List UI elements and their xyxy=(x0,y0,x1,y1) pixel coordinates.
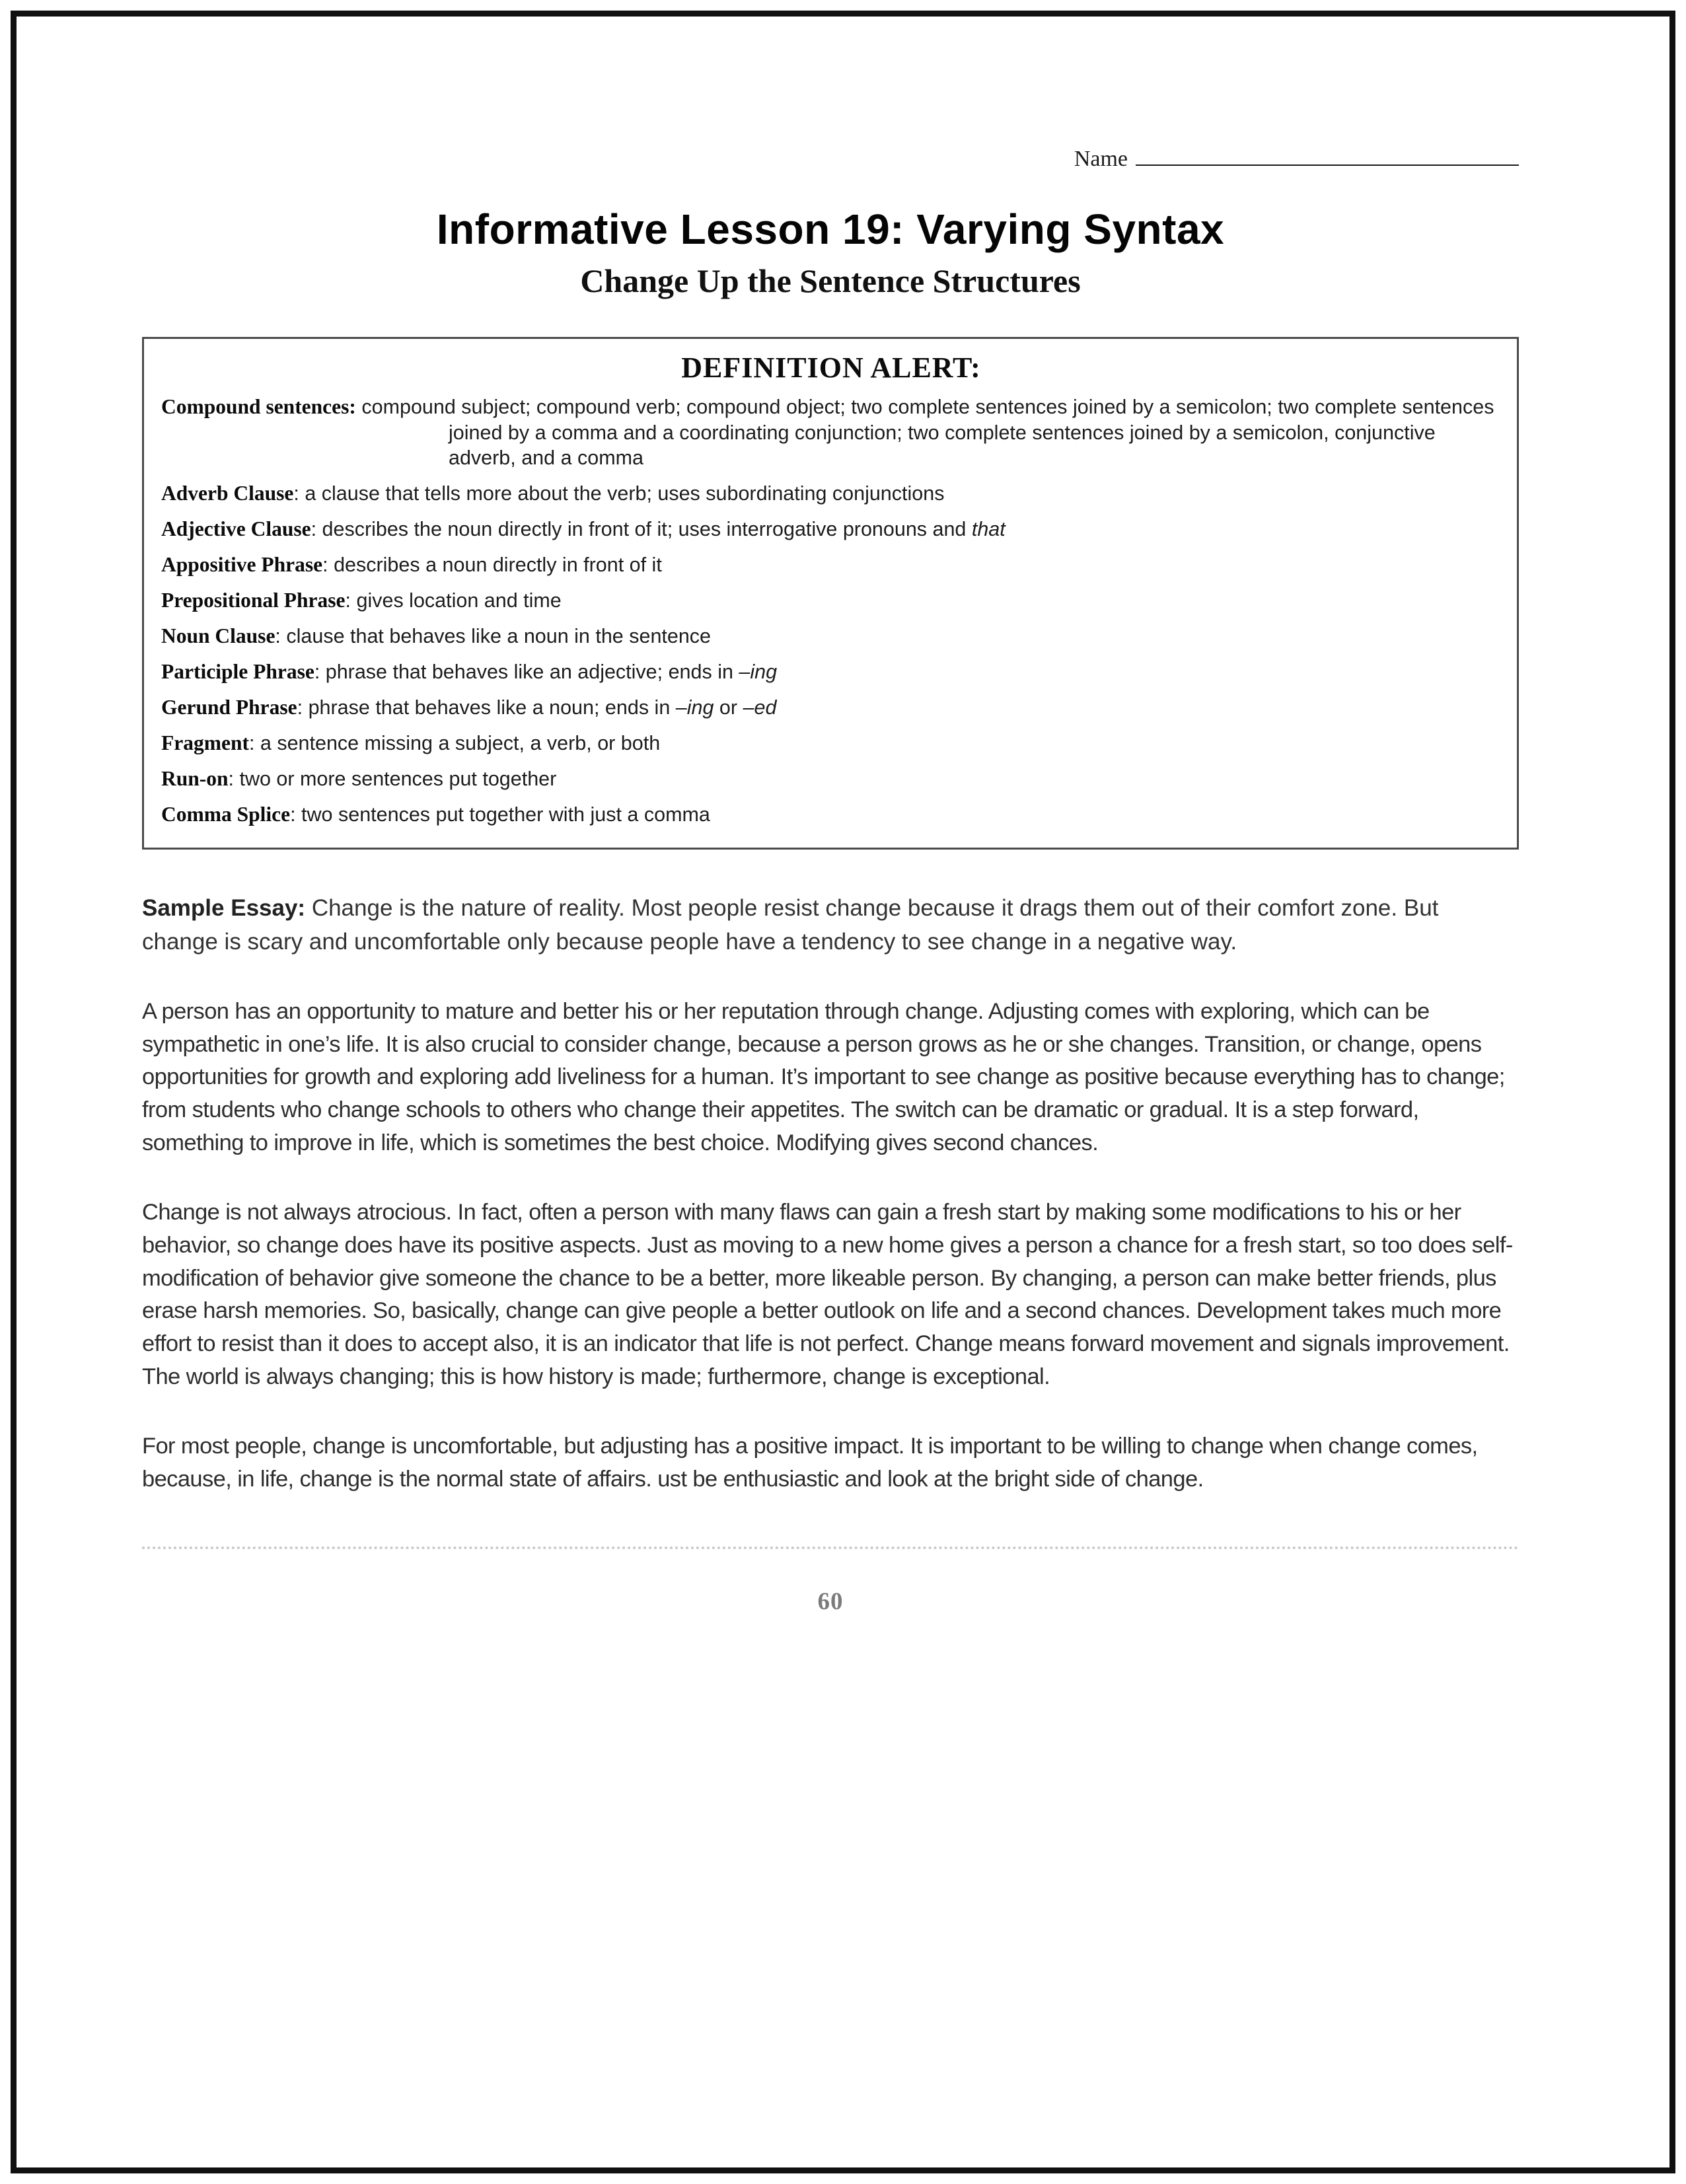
definition-item xyxy=(161,480,1501,507)
name-input-line[interactable] xyxy=(1136,142,1519,166)
definition-text-italic: –ed xyxy=(743,696,777,719)
definition-text: : phrase that behaves like an adjective; ends in xyxy=(314,661,739,684)
definition-alert-box xyxy=(142,337,1519,850)
essay-paragraph: A person has an opportunity to mature and better his or her reputation through change. Adjusting comes with exploring, which can be sympathetic in one’s life. It is also crucial to consider change, because a person grows as he or she changes. Transition, or change, opens opportunities for growth and exploring add liveliness for a human. It’s important to see change as positive because everything has to change; from students who change schools to others who change their appetites. The switch can be dramatic or gradual. It is a step forward, something to improve in life, which is sometimes the best choice. Modifying gives second chances. xyxy=(142,998,1505,1155)
essay-body xyxy=(142,996,1519,1496)
name-label: Name xyxy=(1074,146,1128,171)
footer-divider xyxy=(142,1547,1519,1549)
definition-term: Noun Clause xyxy=(161,624,275,648)
definition-text: : clause that behaves like a noun in the sentence xyxy=(275,625,712,648)
essay-paragraph: Change is not always atrocious. In fact, often a person with many flaws can gain a fresh start by making some modifications to his or her behavior, so change does have its positive aspects. Just as moving to a new home gives a person a chance for a fresh start, so too does self-modification of behavior give someone the chance to be a better, more likeable person. By changing, a person can make better friends, plus erase harsh memories. So, basically, change can give people a better outlook on life and a second chances. Development takes much more effort to resist than it does to accept also, it is an indicator that life is not perfect. Change means forward movement and signals improvement. The world is always changing; this is how history is made; furthermore, change is exceptional. xyxy=(142,1200,1513,1389)
definition-term: Comma Splice xyxy=(161,803,291,826)
definition-text-italic: that xyxy=(971,518,1006,541)
sample-essay-label: Sample Essay: xyxy=(142,895,312,922)
definition-term: Compound sentences: xyxy=(161,394,356,418)
definition-text: or xyxy=(714,696,743,719)
essay-paragraph: For most people, change is uncomfortable, but adjusting has a positive impact. It is important to be willing to change when change comes, because, in life, change is the normal state of affairs. ust be enthusiastic and look at the bright side of change. xyxy=(142,1434,1478,1492)
definition-text: : phrase that behaves like a noun; ends in xyxy=(297,696,676,719)
definition-text-italic: –ing xyxy=(739,661,778,684)
definition-text: compound subject; compound verb; compound object; two complete sentences joined by a semicolon; two complete sentences joined by a comma and a coordinating conjunction; two complete sentences joined by a semicolon, conjunctive adverb, and a comma xyxy=(355,395,1494,470)
definition-item xyxy=(161,766,1501,792)
definition-item xyxy=(161,587,1501,614)
definition-term: Run-on xyxy=(161,767,229,791)
definition-text: : describes a noun directly in front of it xyxy=(322,554,662,577)
definition-item xyxy=(161,516,1501,542)
page-number: 60 xyxy=(817,1587,844,1615)
definition-alert-heading: DEFINITION ALERT: xyxy=(681,351,981,384)
definition-item xyxy=(161,694,1501,721)
definition-term: Participle Phrase xyxy=(161,660,314,684)
definition-term: Prepositional Phrase xyxy=(161,589,346,612)
definition-list xyxy=(161,394,1501,828)
sample-essay-lead: Change is the nature of reality. Most people resist change because it drags them out of their comfort zone. But change is scary and uncomfortable only because people have a tendency to see change in a negative way. xyxy=(142,895,1439,955)
definition-item xyxy=(161,730,1501,756)
definition-text-italic: –ing xyxy=(675,696,714,719)
definition-term: Adverb Clause xyxy=(161,482,294,505)
definition-item xyxy=(161,659,1501,685)
definition-text: : a sentence missing a subject, a verb, or both xyxy=(248,732,661,755)
definition-term: Gerund Phrase xyxy=(161,696,297,719)
name-row xyxy=(142,142,1519,172)
definition-item xyxy=(161,623,1501,649)
definition-term: Adjective Clause xyxy=(161,517,311,541)
lesson-title: Informative Lesson 19: Varying Syntax xyxy=(436,205,1225,253)
sample-essay-paragraph xyxy=(142,892,1519,959)
definition-item xyxy=(161,801,1501,828)
definition-text: : gives location and time xyxy=(345,589,562,612)
lesson-subtitle: Change Up the Sentence Structures xyxy=(580,262,1081,299)
worksheet-page xyxy=(11,11,1675,2173)
definition-term: Appositive Phrase xyxy=(161,553,323,577)
definition-term: Fragment xyxy=(161,731,249,755)
definition-text: : describes the noun directly in front of it; uses interrogative pronouns and xyxy=(311,518,972,541)
definition-text: : a clause that tells more about the verb; uses subordinating conjunctions xyxy=(293,482,945,505)
definition-item xyxy=(161,552,1501,578)
definition-item xyxy=(161,394,1501,471)
definition-text: : two or more sentences put together xyxy=(228,768,557,791)
definition-text: : two sentences put together with just a comma xyxy=(290,803,710,826)
